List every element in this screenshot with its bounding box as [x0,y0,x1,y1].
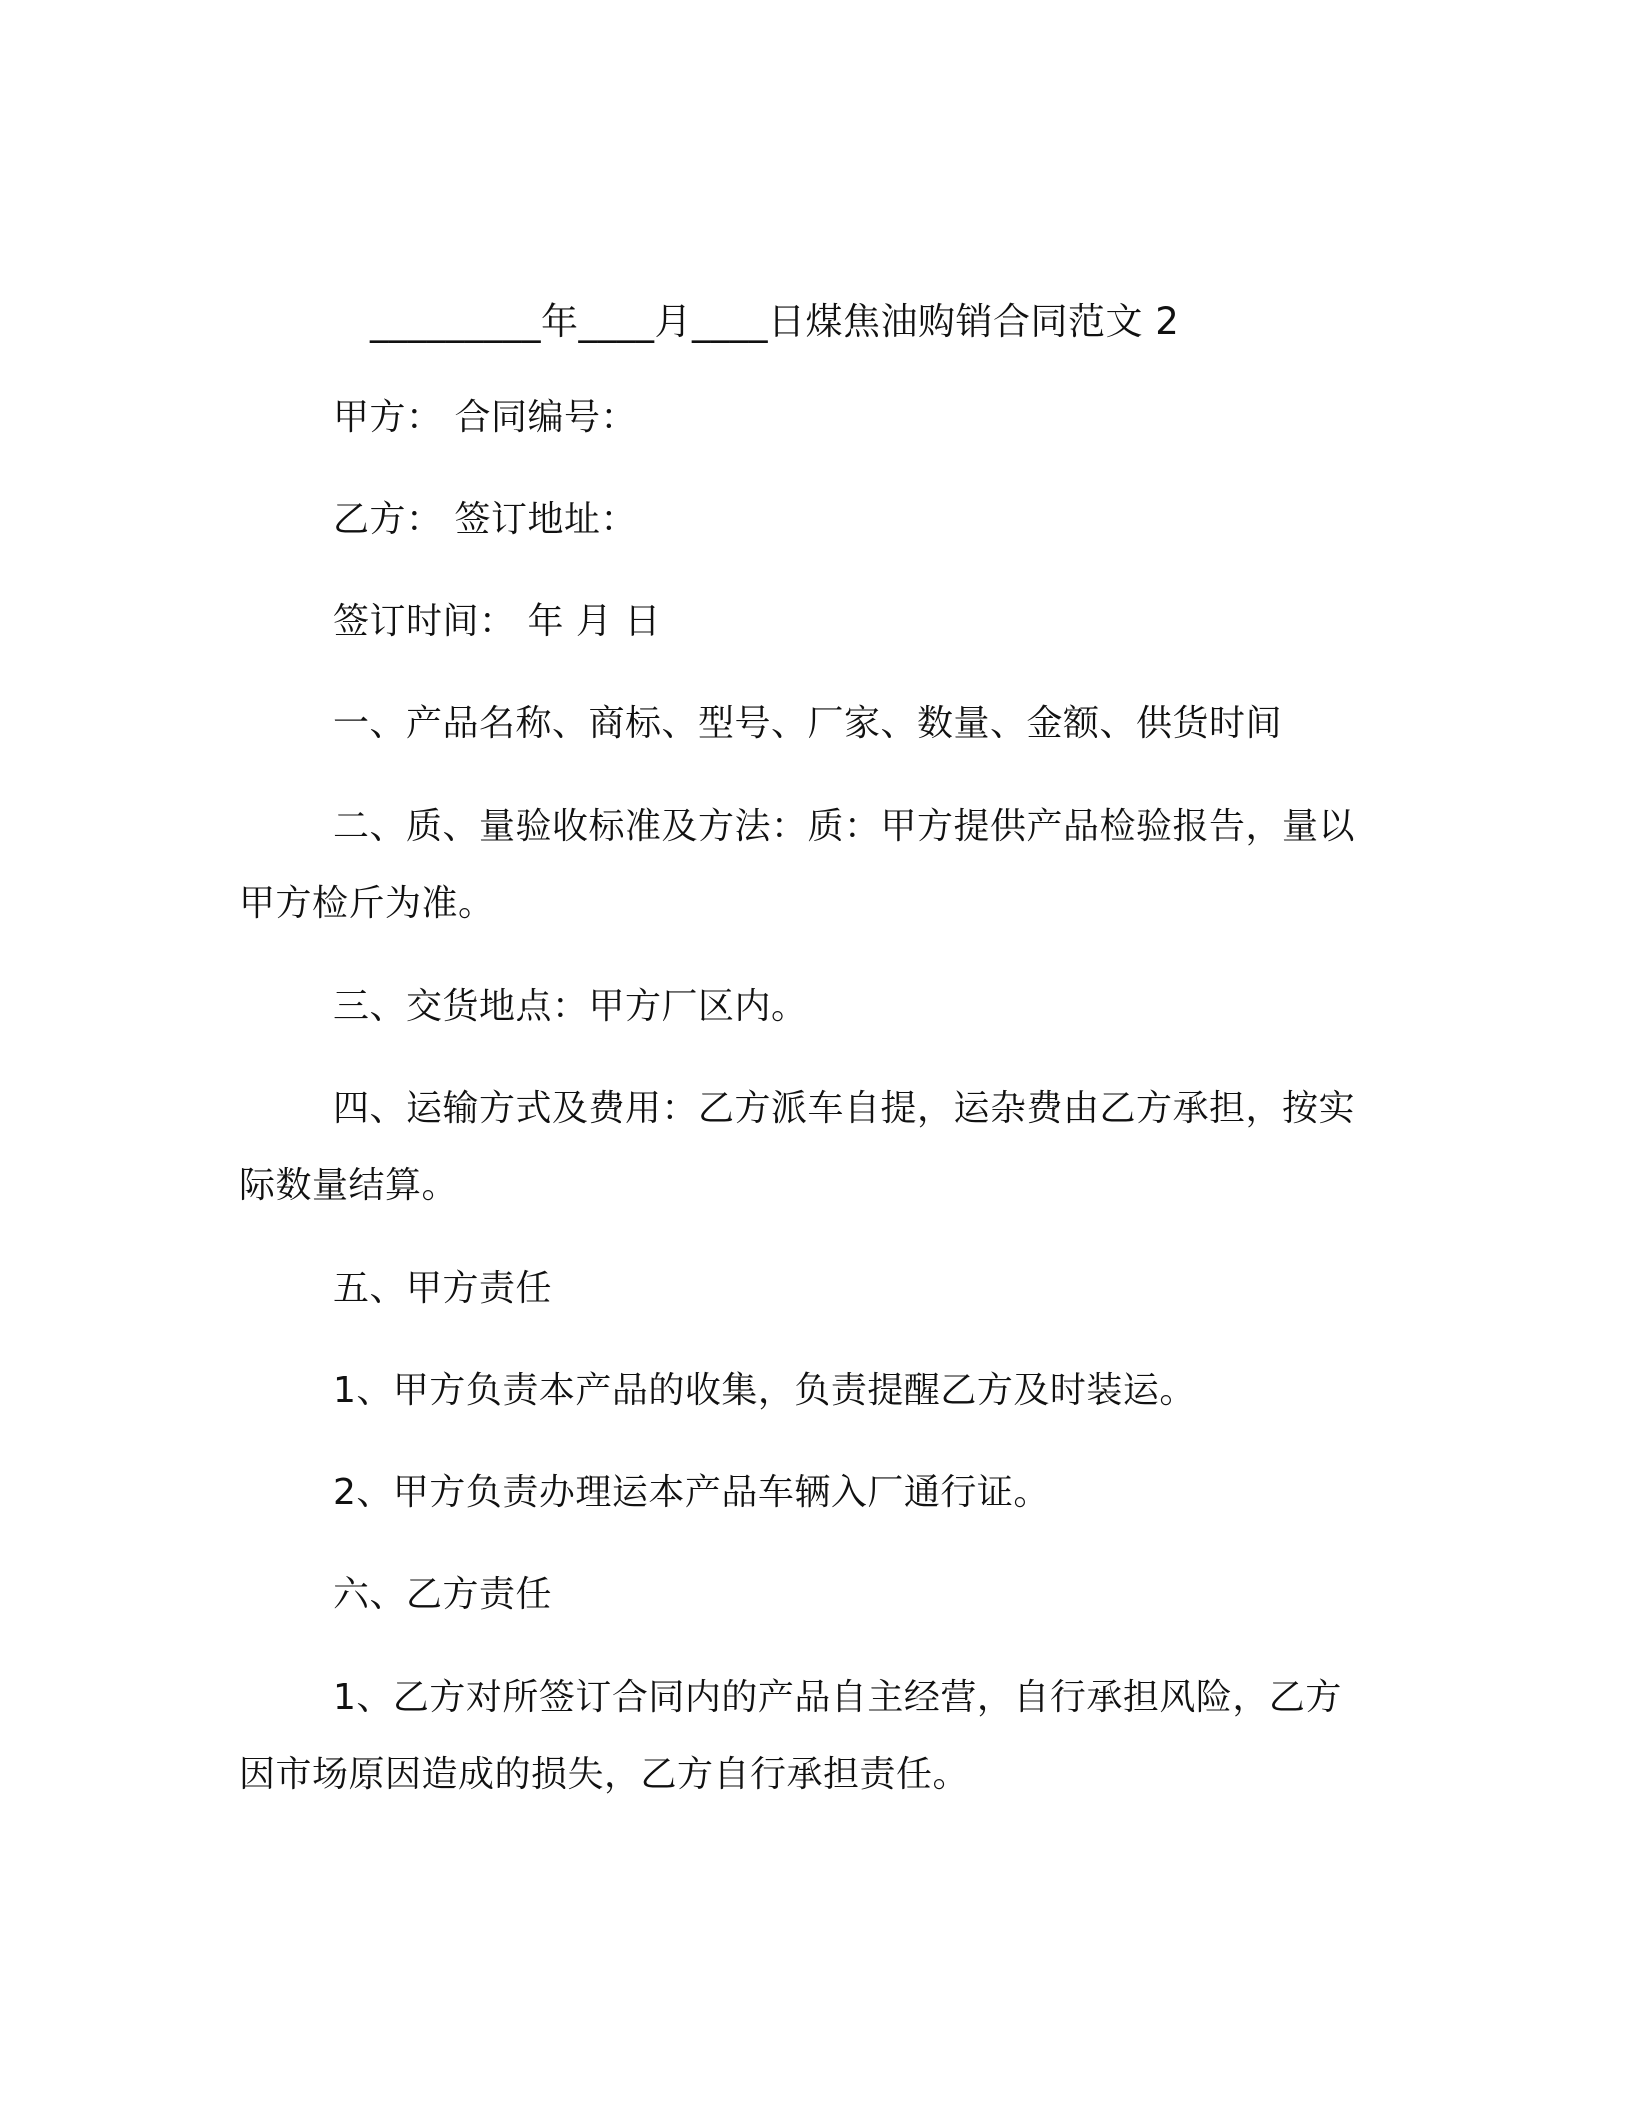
clause-5-item-2: 2、甲方负责办理运本产品车辆入厂通行证。 [333,1472,1050,1513]
clause-1: 一、产品名称、商标、型号、厂家、数量、金额、供货时间 [333,703,1283,744]
clause-4-line-1: 四、运输方式及费用：乙方派车自提，运杂费由乙方承担，按实 [333,1088,1356,1129]
clause-4-line-2: 际数量结算。 [239,1165,459,1206]
page-title: _________年____月____日煤焦油购销合同范文 2 [370,300,1180,343]
clause-2-line-1: 二、质、量验收标准及方法：质：甲方提供产品检验报告，量以 [333,806,1356,847]
clause-6-item-1-line-2: 因市场原因造成的损失，乙方自行承担责任。 [239,1754,970,1795]
party-b-field: 乙方： 签订地址： [333,499,637,540]
sign-date-field: 签订时间： 年 月 日 [333,601,661,642]
clause-3: 三、交货地点：甲方厂区内。 [333,986,808,1027]
party-a-field: 甲方： 合同编号： [333,397,637,438]
clause-2-line-2: 甲方检斤为准。 [239,883,495,924]
clause-6-heading: 六、乙方责任 [333,1574,553,1615]
clause-5-heading: 五、甲方责任 [333,1268,553,1309]
clause-6-item-1-line-1: 1、乙方对所签订合同内的产品自主经营，自行承担风险，乙方 [333,1677,1342,1718]
clause-5-item-1: 1、甲方负责本产品的收集，负责提醒乙方及时装运。 [333,1370,1196,1411]
